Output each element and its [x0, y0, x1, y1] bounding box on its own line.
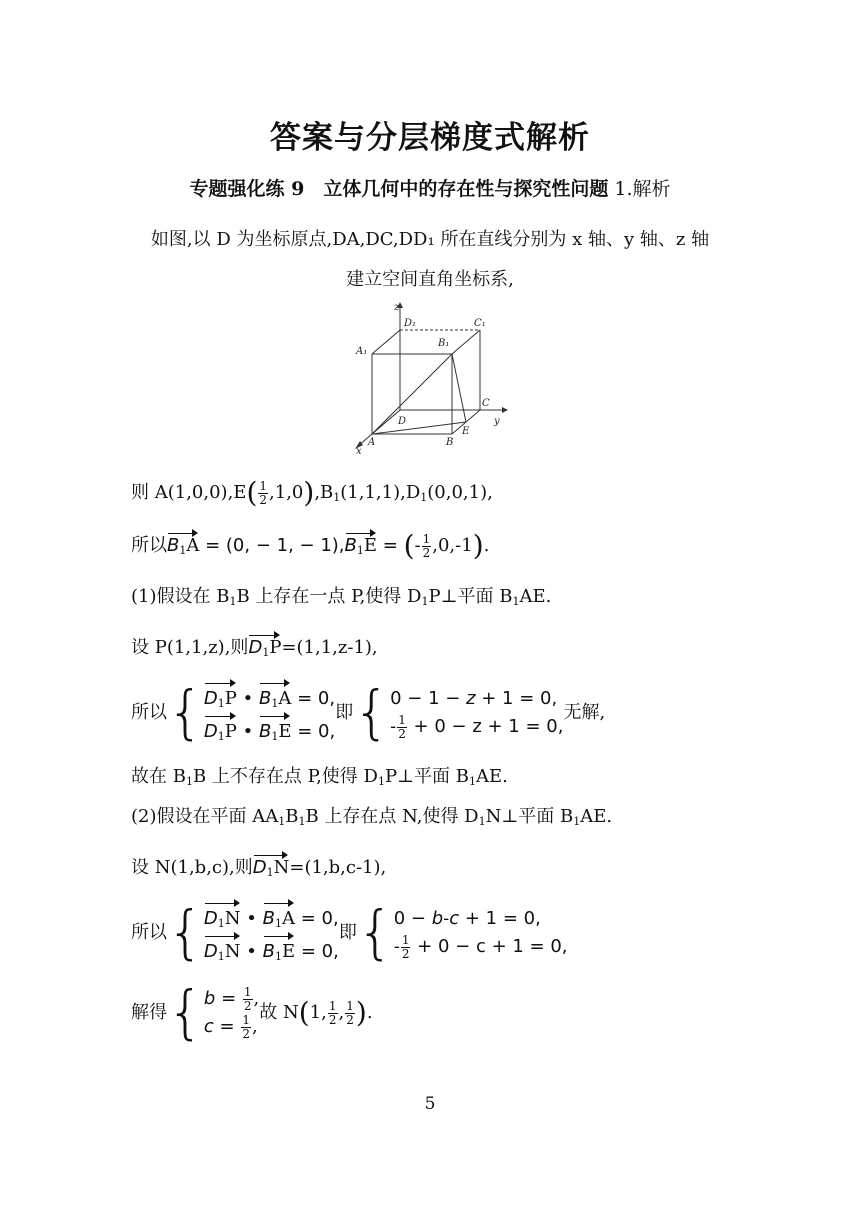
page-number: 5	[424, 1094, 436, 1114]
section-subtitle	[0, 174, 860, 201]
part2-system: 所以{$D_1N$ • $B_1A = 0$, $D_1N$ • $B_1E = 0$,即{0 − b-c + 1 = 0, - $\frac{1}{2}$ + 0 − c + 1 = 0,	[131, 898, 568, 966]
label-z: z	[394, 302, 400, 313]
part1-assumption: (1)假设在 $B_1B$ 上存在一点 P,使得 $D_1P\perp$平面 $B_1AE$.	[131, 586, 552, 608]
intro-line-1: 如图,以 D 为坐标原点,DA,DC,DD₁ 所在直线分别为 x 轴、y 轴、z 轴	[150, 229, 710, 250]
part1-system: 所以{$D_1P$ • $B_1A = 0$, $D_1P$ • $B_1E = 0$,即{0 − 1 − z + 1 = 0, - $\frac{1}{2}$ + 0 − z + 1 = 0,无解,	[131, 678, 606, 746]
label-d1: D₁	[404, 318, 417, 329]
part1-set-point: 设 P(1,1,z),则$D_1P=(1,1,z-1)$,	[131, 632, 378, 659]
label-y: y	[494, 416, 500, 427]
line-points: 则 A(1,0,0),E( $\frac{1}{2}$ $,1,0),B_1(1,1,1),D_1(0,0,1)$,	[131, 476, 493, 509]
line-vectors: 所以$B_1A = (0$, − 1, − $1),B_1E$ = (- $\frac{1}{2}$ ,0,-1).	[131, 529, 490, 562]
cube-figure	[350, 300, 510, 455]
label-a: A	[368, 437, 376, 448]
label-a1: A₁	[356, 346, 368, 357]
part2-result: 解得{b = $\frac{1}{2}$ , c = $\frac{1}{2}$ ,故 N(1, $\frac{1}{2}$ , $\frac{1}{2}$ ).	[131, 978, 373, 1046]
label-b1: B₁	[438, 338, 450, 349]
subtitle-tail: 1.解析	[608, 178, 671, 200]
label-x: x	[356, 446, 362, 455]
part1-conclusion: 故在 $B_1B$ 上不存在点 P,使得 $D_1P\perp$平面 $B_1AE$.	[131, 766, 508, 788]
label-b: B	[446, 437, 454, 448]
page-title: 答案与分层梯度式解析	[270, 120, 590, 156]
part2-set-point: 设 N(1,b,c),则$D_1N=(1,b,c-1)$,	[131, 852, 386, 879]
intro-line-2: 建立空间直角坐标系,	[346, 269, 514, 290]
label-e: E	[462, 426, 470, 437]
label-c1: C₁	[474, 318, 486, 329]
label-d: D	[398, 416, 407, 427]
label-c: C	[482, 398, 490, 409]
subtitle-main: 专题强化练 9 立体几何中的存在性与探究性问题	[189, 178, 609, 200]
part2-assumption: (2)假设在平面 $AA_1B_1B$ 上存在点 N,使得 $D_1N\perp$平面 $B_1AE$.	[131, 806, 613, 828]
